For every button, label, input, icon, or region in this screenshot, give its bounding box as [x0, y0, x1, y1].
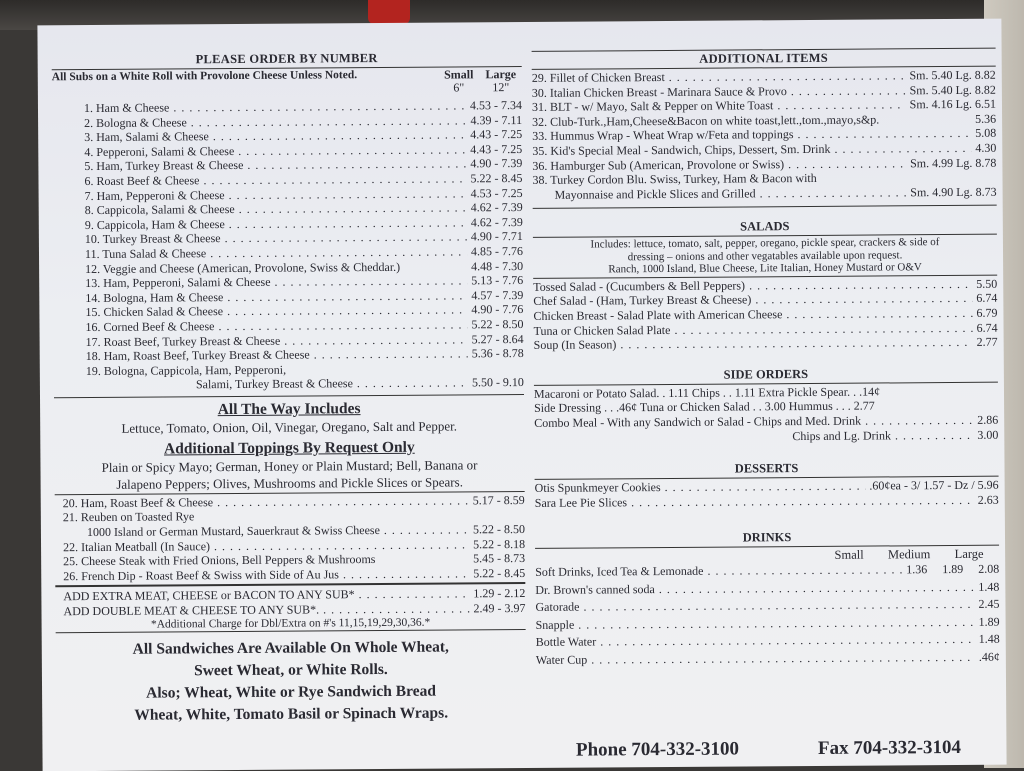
size-small-inches: 6": [453, 80, 465, 95]
item-price: 2.49 - 3.97: [473, 601, 526, 616]
item-name: 26. French Dip - Roast Beef & Swiss with Side of Au Jus . . .: [63, 566, 469, 583]
salads-note: dressing – onions and other vegatables available upon request.: [627, 249, 903, 264]
item-name: 19. Bologna, Cappicola, Ham, Pepperoni,: [85, 362, 287, 378]
item-name: Chicken Breast - Salad Plate with American Cheese . . .: [533, 306, 972, 324]
item-name: 11. Tuna Salad & Cheese . . .: [85, 244, 467, 261]
item-price: 4.90 - 7.39: [470, 156, 523, 171]
item-price: 6.79: [976, 305, 998, 320]
item-name: 14. Bologna, Ham & Cheese . . .: [85, 288, 467, 305]
item-name: Mayonnaise and Pickle Slices and Grilled . . .: [555, 185, 907, 202]
left-column: [52, 50, 527, 727]
item-name: 16. Corned Beef & Cheese . . .: [85, 317, 467, 334]
size-large-inches: 12": [492, 80, 510, 95]
item-price: 4.62 - 7.39: [470, 200, 523, 215]
item-name: Tuna or Chicken Salad Plate . . .: [534, 320, 973, 338]
item-price: Sm. 5.40 Lg. 8.82: [909, 82, 996, 97]
contact-row: [536, 737, 1000, 762]
item-name: Salami, Turkey Breast & Cheese . . .: [196, 376, 468, 392]
item-price: 5.22 - 8.45: [473, 565, 526, 581]
item-name: 31. BLT - w/ Mayo, Salt & Pepper on White Toast . . .: [532, 98, 906, 115]
item-name: Combo Meal - With any Sandwich or Salad - Chips and Med. Drink . . .: [534, 413, 973, 431]
toppings-text-2: Jalapeno Peppers; Olives, Mushrooms and Pickle Slices or Spears.: [116, 474, 463, 492]
item-name: 7. Ham, Pepperoni & Cheese . . .: [85, 186, 467, 203]
item-price: 1.89: [978, 614, 1000, 629]
list-item: [533, 184, 997, 202]
item-price: Sm. 4.90 Lg. 8.73: [910, 184, 997, 200]
item-name: 21. Reuben on Toasted Rye: [62, 509, 195, 525]
list-item: [535, 492, 999, 510]
red-object: [368, 0, 410, 24]
list-item: [534, 335, 998, 353]
item-price: 1.29 - 2.12: [473, 586, 526, 601]
item-name: Otis Spunkmeyer Cookies . . .: [535, 479, 866, 496]
item-name: Tossed Salad - (Cucumbers & Bell Peppers) . . .: [533, 277, 972, 295]
item-name: 2. Bologna & Cheese . . .: [84, 113, 467, 130]
item-price: 4.57 - 7.39: [471, 287, 524, 303]
sides-text: Side Dressing . . .46¢ Tuna or Chicken Salad . . 3.00 Hummus . . . 2.77: [534, 398, 875, 416]
item-name: 6. Roast Beef & Cheese . . .: [84, 171, 466, 188]
all-the-way-text: Lettuce, Tomato, Onion, Oil, Vinegar, Oregano, Salt and Pepper.: [121, 418, 458, 436]
extra-note: *Additional Charge for Dbl/Extra on #'s 11,15,19,29,30,36.*: [150, 616, 431, 631]
list-item: [86, 375, 524, 393]
item-price: 4.48 - 7.30: [471, 258, 524, 273]
item-price: 4.62 - 7.39: [470, 214, 523, 230]
phone-number: Phone 704-332-3100: [575, 738, 740, 761]
order-by-number-header: PLEASE ORDER BY NUMBER: [195, 50, 378, 67]
item-price: 5.50 - 9.10: [471, 375, 524, 390]
item-price: 5.13 - 7.76: [471, 273, 524, 288]
item-price: 2.86: [977, 412, 999, 427]
item-price: 4.39 - 7.11: [470, 112, 523, 127]
fax-number: Fax 704-332-3104: [817, 736, 962, 759]
item-name: Chips and Lg. Drink . . .: [792, 427, 973, 443]
drinks-list: [535, 561, 1000, 669]
size-small-label: Small: [444, 67, 474, 82]
drink-size-medium: Medium: [887, 547, 931, 562]
item-name: 20. Ham, Roast Beef & Cheese . . .: [63, 493, 469, 510]
item-name: 22. Italian Meatball (In Sauce) . . .: [63, 537, 469, 554]
item-price: 1.48: [978, 579, 1000, 594]
side-orders-header: SIDE ORDERS: [723, 366, 809, 382]
item-name: 36. Hamburger Sub (American, Provolone or Swiss) . . .: [532, 156, 906, 173]
item-name: 9. Cappicola, Ham & Cheese . . .: [85, 215, 467, 232]
item-price: 6.74: [976, 291, 998, 306]
item-name: Bottle Water . . .: [536, 631, 975, 652]
item-price: 2.63: [977, 492, 999, 507]
item-price: 3.00: [977, 427, 999, 442]
item-name: 8. Cappicola, Salami & Cheese . . .: [85, 201, 467, 218]
item-price: Sm. 4.99 Lg. 8.78: [909, 155, 997, 170]
item-name: 32. Club-Turk.,Ham,Cheese&Bacon on white toast,lett.,tom.,mayo,s&p.: [532, 112, 880, 129]
item-price: 4.53 - 7.34: [469, 97, 523, 113]
item-name: Gatorade . . .: [535, 596, 974, 617]
bread-notice: [56, 636, 527, 727]
item-price: 5.17 - 8.59: [472, 492, 525, 508]
item-name: Soft Drinks, Iced Tea & Lemonade . . .: [535, 562, 902, 582]
item-price: 1.48: [978, 632, 1000, 647]
item-price: 2.45: [978, 597, 1000, 612]
item-price: 5.08: [975, 126, 997, 141]
salads-header: SALADS: [740, 219, 790, 234]
item-name: Dr. Brown's canned soda . . .: [535, 579, 974, 600]
item-price: 5.45 - 8.73: [473, 551, 526, 566]
item-price: 4.43 - 7.25: [470, 127, 523, 142]
bread-line: Wheat, White, Tomato Basil or Spinach Wraps.: [134, 704, 449, 724]
item-name: Chef Salad - (Ham, Turkey Breast & Cheese) . . .: [533, 291, 972, 309]
item-price: 4.53 - 7.25: [470, 185, 523, 200]
item-name: Water Cup . . .: [536, 649, 975, 670]
item-name: 25. Cheese Steak with Fried Onions, Bell Peppers & Mushrooms: [63, 552, 376, 569]
item-name: 1000 Island or German Mustard, Sauerkraut & Swiss Cheese . . .: [87, 522, 469, 539]
salads-note: Includes: lettuce, tomato, salt, pepper, oregano, pickle spear, crackers & side of: [590, 236, 940, 251]
size-large-label: Large: [485, 67, 517, 82]
right-column: [532, 47, 1001, 762]
item-price: 5.22 - 8.18: [472, 536, 526, 552]
salads-dressings: Ranch, 1000 Island, Blue Cheese, Lite Italian, Honey Mustard or O&V: [608, 261, 922, 276]
item-name: 30. Italian Chicken Breast - Marinara Sauce & Provo . . .: [532, 83, 906, 100]
list-item: [536, 649, 1000, 670]
item-price: 4.90 - 7.76: [471, 302, 524, 317]
item-name: ADD DOUBLE MEAT & CHEESE TO ANY SUB*. . . .: [63, 601, 469, 618]
item-price: 1.36 1.89 2.08: [906, 562, 1000, 577]
item-name: 5. Ham, Turkey Breast & Cheese . . .: [84, 157, 466, 174]
item-name: ADD EXTRA MEAT, CHEESE or BACON TO ANY SUB* . . .: [63, 587, 469, 604]
item-price: 5.36 - 8.78: [471, 346, 524, 361]
subs-list-b: [55, 493, 526, 584]
all-the-way-title: All The Way Includes: [217, 400, 361, 418]
item-price: 6.74: [976, 320, 998, 335]
item-price: 4.43 - 7.25: [470, 141, 523, 157]
item-name: 10. Turkey Breast & Cheese . . .: [85, 230, 467, 247]
item-price: .60¢ea - 3/ 1.57 - Dz / 5.96: [869, 477, 999, 493]
item-name: 12. Veggie and Cheese (American, Provolone, Swiss & Cheddar.): [85, 259, 401, 276]
item-name: 4. Pepperoni, Salami & Cheese . . .: [84, 142, 466, 159]
item-price: 5.22 - 8.45: [470, 170, 523, 186]
item-price: 5.36: [975, 111, 997, 126]
item-price: 5.27 - 8.64: [471, 331, 524, 346]
list-item: [63, 566, 525, 584]
subs-list: [52, 98, 524, 393]
item-price: 4.90 - 7.71: [470, 229, 523, 244]
subs-note: All Subs on a White Roll with Provolone Cheese Unless Noted.: [51, 69, 358, 84]
item-price: Sm. 5.40 Lg. 8.82: [909, 67, 996, 83]
item-name: 35. Kid's Special Meal - Sandwich, Chips, Dessert, Sm. Drink . . .: [532, 141, 971, 159]
item-name: Soup (In Season) . . .: [534, 335, 973, 353]
additional-items-header: ADDITIONAL ITEMS: [699, 50, 829, 66]
item-name: Sara Lee Pie Slices . . .: [535, 493, 974, 511]
item-price: Sm. 4.16 Lg. 6.51: [909, 96, 997, 112]
item-price: 4.85 - 7.76: [470, 243, 524, 259]
divider: [533, 205, 997, 209]
item-name: 17. Roast Beef, Turkey Breast & Cheese . . .: [86, 332, 468, 349]
desserts-header: DESSERTS: [734, 461, 799, 476]
item-price: 5.50: [976, 276, 998, 291]
item-price: 4.30: [975, 140, 997, 155]
size-labels: [438, 68, 522, 82]
toppings-title: Additional Toppings By Request Only: [163, 438, 415, 458]
item-name: 1. Ham & Cheese . . .: [84, 98, 466, 115]
extras: [55, 586, 525, 618]
item-price: 5.22 - 8.50: [471, 316, 524, 332]
bread-line: Sweet Wheat, or White Rolls.: [193, 661, 388, 680]
item-name: 33. Hummus Wrap - Wheat Wrap w/Feta and toppings . . .: [532, 126, 971, 144]
drink-size-small: Small: [834, 547, 864, 563]
item-name: 3. Ham, Salami & Cheese . . .: [84, 128, 466, 145]
item-price: 2.77: [976, 334, 998, 350]
item-price: .46¢: [978, 649, 1000, 664]
item-name: 18. Ham, Roast Beef, Turkey Breast & Cheese . . .: [86, 346, 468, 363]
item-name: 29. Fillet of Chicken Breast . . .: [532, 68, 906, 85]
item-name: Snapple . . .: [536, 614, 975, 635]
drinks-header: DRINKS: [742, 530, 792, 545]
toppings-text-1: Plain or Spicy Mayo; German, Honey or Plain Mustard; Bell, Banana or: [101, 457, 478, 475]
item-price: 5.22 - 8.50: [472, 522, 525, 537]
bread-line: All Sandwiches Are Available On Whole Wheat,: [132, 638, 449, 658]
drink-size-large: Large: [954, 547, 984, 562]
sides-text: Macaroni or Potato Salad. . 1.11 Chips . . 1.11 Extra Pickle Spear. . .14¢: [533, 384, 881, 401]
bread-line: Also; Wheat, White or Rye Sandwich Bread: [146, 682, 437, 702]
item-name: 38. Turkey Cordon Blu. Swiss, Turkey, Ham & Bacon with: [532, 171, 817, 188]
item-name: 13. Ham, Pepperoni, Salami & Cheese . . .: [85, 274, 467, 291]
salads-list: [533, 277, 997, 353]
menu-sheet: [37, 19, 1006, 771]
item-name: 15. Chicken Salad & Cheese . . .: [85, 303, 467, 320]
additional-list: [532, 68, 997, 203]
